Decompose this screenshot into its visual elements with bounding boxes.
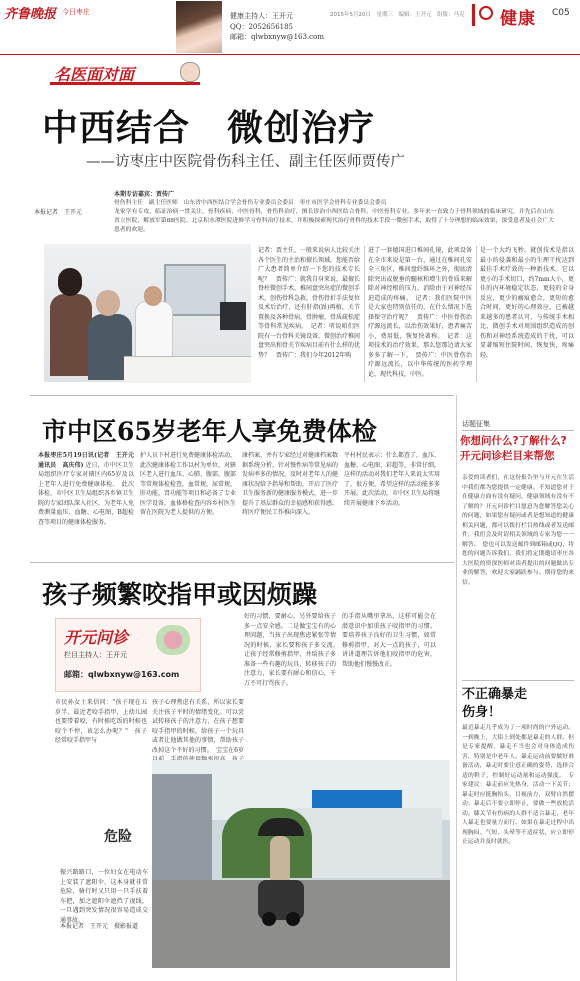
scooter-wheel (262, 912, 276, 926)
danger-byline: 本报记者 王开元 摄影报道 (60, 923, 139, 930)
divider (476, 246, 477, 382)
xray-board (164, 264, 226, 316)
heart-hands-icon (156, 625, 190, 655)
patient-1 (50, 294, 92, 376)
topic-body: 亲爱的读者们，在这份报告里与开元在生活中我们都为您提供一定健康。不知道您对于在健康方面有没有疑问，健康领域有没有不了解的？开元问诊栏目愿意为您解答您关心的问题，如果您有疑问或者是想知道的健康相关问题，都可以拨打栏目热线或者发送邮件，我们会及时请相关领域的专家为您一一解答。 您也可以发送邮件到邮箱或QQ，将您的问题告诉我们，我们将定期邀请枣庄各大医院的资深医师对读者提出的问题做出专业的解答，欢迎大家踊跃参与。期待您的来信。 (462, 475, 574, 586)
feature-byline: 本报记者 王开元 (34, 209, 83, 216)
feature-title: 中西结合 微创治疗 (42, 107, 376, 149)
masthead (0, 0, 580, 56)
checkup-col-4: 平村村民表示：什么都查了，血压、血糖、心电图、彩超等，非常仔细，这样的活动对我们老年人来说太实用了，很方便，希望这样的活动能多多开展。此次活动，市中区卫生局将继续开展健康下乡活动。 (344, 452, 441, 507)
guest-title: 骨伤科主任 副主任医师 山东省中西医结合学会骨伤专业委员会委员 枣庄市医学会骨科专业委员会委员 (114, 200, 387, 206)
feature-tag (50, 62, 200, 88)
column-email: 邮箱：qlwbxnyw@163.com (64, 670, 180, 679)
feature-photo (44, 244, 251, 382)
topic-label: 话题征集 (462, 420, 490, 428)
date-line: 2015年5月20日 星期三 编辑：王开元 组版：马克 (330, 12, 465, 18)
injury-body: 最近暴走几乎成为了一项时尚的户外运动。一到晚上，大街上到处都是暴走的人群。但是专家提醒，暴走不当也会对身体造成伤害，特别是中老年人。暴走运动前要做好准备活动，暴走时要注意正确的姿势，选择合适的鞋子，控制好运动量和运动强度。 专家建议：暴走前应先热身，活动一下关节；暴走时应挺胸抬头，目视前方，双臂自然摆动；暴走后不要立即停止，要做一些放松活动。膝关节有伤病的人群不适合暴走，老年人暴走也要量力而行。如果在暴走过程中出现胸闷、气短、头晕等不适症状，应立即停止运动并及时就医。 (462, 725, 574, 845)
checkup-col-2: 护人员下村进行免费健康体检活动，此次健康体检工作以村为单位，对辖区老人进行血压、心肺、腹部，腹部等常规体检检查，血常规，尿常规，肝功能，肾功能等项目和必备了专业医学设备，血体格检查内容乡村医生留在医院为老人提供的方便。 (140, 452, 237, 516)
masthead-rule (0, 54, 580, 55)
edition-name: 今日枣庄 (62, 8, 90, 16)
guest-label: 本期专访嘉宾：贾传广 (114, 191, 175, 198)
editor-email: 邮箱：qlwbxnyw@163.com (230, 33, 324, 41)
rider (270, 836, 290, 886)
page-number: C05 (552, 8, 570, 18)
topic-question: 你想问什么?了解什么? 开元问诊栏目来帮您 (460, 435, 567, 462)
checkup-byline: 本报枣庄5月19日讯(记者 王开元 通讯员 高庆伟) (38, 452, 141, 469)
checkup-title: 市中区65岁老年人享免费体检 (42, 417, 377, 446)
monitor (220, 302, 246, 330)
tag-text: 名医面对面 (54, 65, 135, 84)
section-title: 健康 (500, 9, 536, 29)
guest-bio: 龙家学有专攻，临证治病一贯关注，骨科疾病，中医骨科，骨伤科治疗，擅长诊治中西医结合骨科，中医骨科专业。多年来一直致力于骨科领域的临床研究，并先后在山东省立医院、解放军第88医院、北京积水潭医院进修学习骨科治疗技术，并积极探索现代治疗骨科的技术手段一微创手术，取得了十分理想的临床效果，深受患者及社会广大患者的欢迎。 (114, 209, 554, 233)
editor-photo (176, 1, 222, 53)
danger-body: 振兴路路口，一位妇女在电动车上安装了遮阳伞，这本身就非常危险，骑行时又只用一只手扶着车把，加之遮阳伞遮挡了视线，一旦遇到突发情况很容易造成交通事故。 (60, 869, 148, 924)
feature-col-3: 是一个大约飞秒，就创技术是指以最小的侵袭和最小的生理干扰达到最佳手术疗效的一种新技术。它以更小的手术切口，约7mm大小，更佳的内环境稳定状态，更轻的全身反应，更少的瘢痕愈合，更短的愈合时间，更好的心理效应，已被越来越多的患者认可，与传统手术相比，微创手术对周围组织造成的创伤和对神经系统造成的干扰，可以显著缩短住院时间，恢复快，疼痛轻。 (480, 247, 574, 359)
nail-col-2: 孩子心理焦虑有关系，所以家长要关注孩子平时的情绪变化。可以尝试转移孩子的注意力，在孩子想要咬手指甲的时候，给孩子一个玩具或者让他做其他的事情，帮助孩子改掉这个不好的习惯。 宝宝在6岁 (152, 699, 244, 754)
street-photo (152, 760, 450, 968)
desk (124, 356, 251, 383)
section-icon (479, 6, 493, 20)
feature-col-1: 记者：贾主任，一般来说病人比较关注各个医生的主治和擅长领域，您能否给广大患者简单介绍一下您的技术专长呢？ 贾传广：就我自身来说，最擅长脊柱微创手术，椎间盘突出症的微创手术，创伤骨科急救，骨伤骨折手法复位及术后治疗，还有肝指(趾)再植，关节置换及各种骨病，骨肿瘤，骨质疏松症等骨科常见疾病。 记者：听说咱们医院有一台骨科关镜设备，微创治疗椎间盘突出和骨关节疾病目前有什么样的优势？ 贾传广：我们今年2012年购 (258, 247, 361, 359)
nail-title: 孩子频繁咬指甲或因烦躁 (42, 580, 318, 609)
building-left (152, 774, 212, 894)
checkup-col-1-text: 近日，市中区卫生局组织医疗专家对辖区内65岁及以上老年人进行免费健康体检。 此次体检，市中区卫生局组织各乡镇卫生院的专家团队深入社区，为老年人免费测量血压、血糖、心电图，B超检查等项目的健康体检服务。 (38, 461, 135, 526)
injury-title: 不正确暴走 伤身！ (462, 687, 528, 720)
column-label: 开元问诊 (64, 628, 129, 647)
doctor-cartoon-icon (180, 62, 200, 82)
paper-name: 齐鲁晚报 (4, 7, 57, 22)
checkup-col-1 (38, 451, 141, 555)
trees (222, 808, 312, 878)
column-host: 栏目主持人：王开元 (64, 651, 127, 659)
sidebar-rule (462, 680, 574, 681)
scooter-wheel (286, 912, 300, 926)
column-badge (55, 618, 201, 692)
editor-qq: QQ：2052656185 (230, 23, 294, 31)
feature-col-2: 进了一套德国进口椎间孔镜，此项设备在全市来说是第一台，通过在椎间孔安全三角区，椎间盘纤维环之外，彻底清除突出或脱垂的髓核和增生的骨质来解除对神经根的压力，消除由于对神经压迫造成的疼痛。 记者：我们医院中医是大家也特别信任的，在什么情况下选择保守治疗呢？ 贾传广：中医骨伤治疗源远流长，以治伤效果好，患者痛苦小，费用低，恢复快著称。 记者：这项技术的治疗效果，那么您那边请大家多多了解一下。 贾传广：中医骨伤治疗源远流长，以中华传统的医药学理论、现代科技，中医。 (368, 247, 472, 378)
feature-subtitle: ——访枣庄中医院骨伤科主任、副主任医师贾传广 (86, 154, 405, 170)
divider (364, 246, 365, 382)
doctor-coat (136, 302, 172, 364)
checkup-col-3: 康档案，并有专家经过对健康档案数据系统分析，针对慢性病等常见病的发病率多的情况，及时对老年人的健康状况给予指导和帮助，开启了医疗卫生服务新的健康服务模式，进一步提升了基层群众的幸福感和获得感，将医疗便民工作推向深入。 (242, 452, 339, 516)
section-rule (30, 395, 454, 396)
doctor-head (144, 286, 162, 306)
nail-col-1: 市民孙女士来信问："孩子现在五岁半，最近老咬手指甲，上幼儿园也要带着咬，有时候吃饭的时候也咬个不停，该怎么办呢？" 孩子经常咬手指甲与 (55, 699, 147, 744)
topic-rule (462, 430, 574, 431)
store-sign (312, 790, 402, 808)
nail-col-3: 好的习惯，要耐心，另外要给孩子多一点安全感。二是做宝宝有的心理问题，当孩子出现焦虑紧张等情况的时候，家长要和孩子多交流。 让孩子经常修剪指甲，并给孩子多准备一些有趣的玩具，转移孩子的注意力，家长要有耐心和信心，千万不可打骂孩子。 (244, 613, 343, 687)
patient-1-head (58, 268, 82, 296)
sidebar-divider (456, 395, 457, 981)
patient-2-head (96, 290, 120, 316)
store-front (292, 808, 442, 878)
editor-label: 健康主持人：王开元 (230, 12, 293, 20)
danger-title: 危险 (104, 829, 132, 845)
nail-col-4: 的手指从嘴里拿出，这样可能会在潜意识中加重孩子咬指甲的习惯。要培养孩子良好的卫生习惯，如常修剪指甲，对大一点的孩子，可以讲讲道理告诉他们咬指甲的危害，帮助他们慢慢改正。 (342, 613, 436, 668)
section-rule (30, 562, 454, 563)
